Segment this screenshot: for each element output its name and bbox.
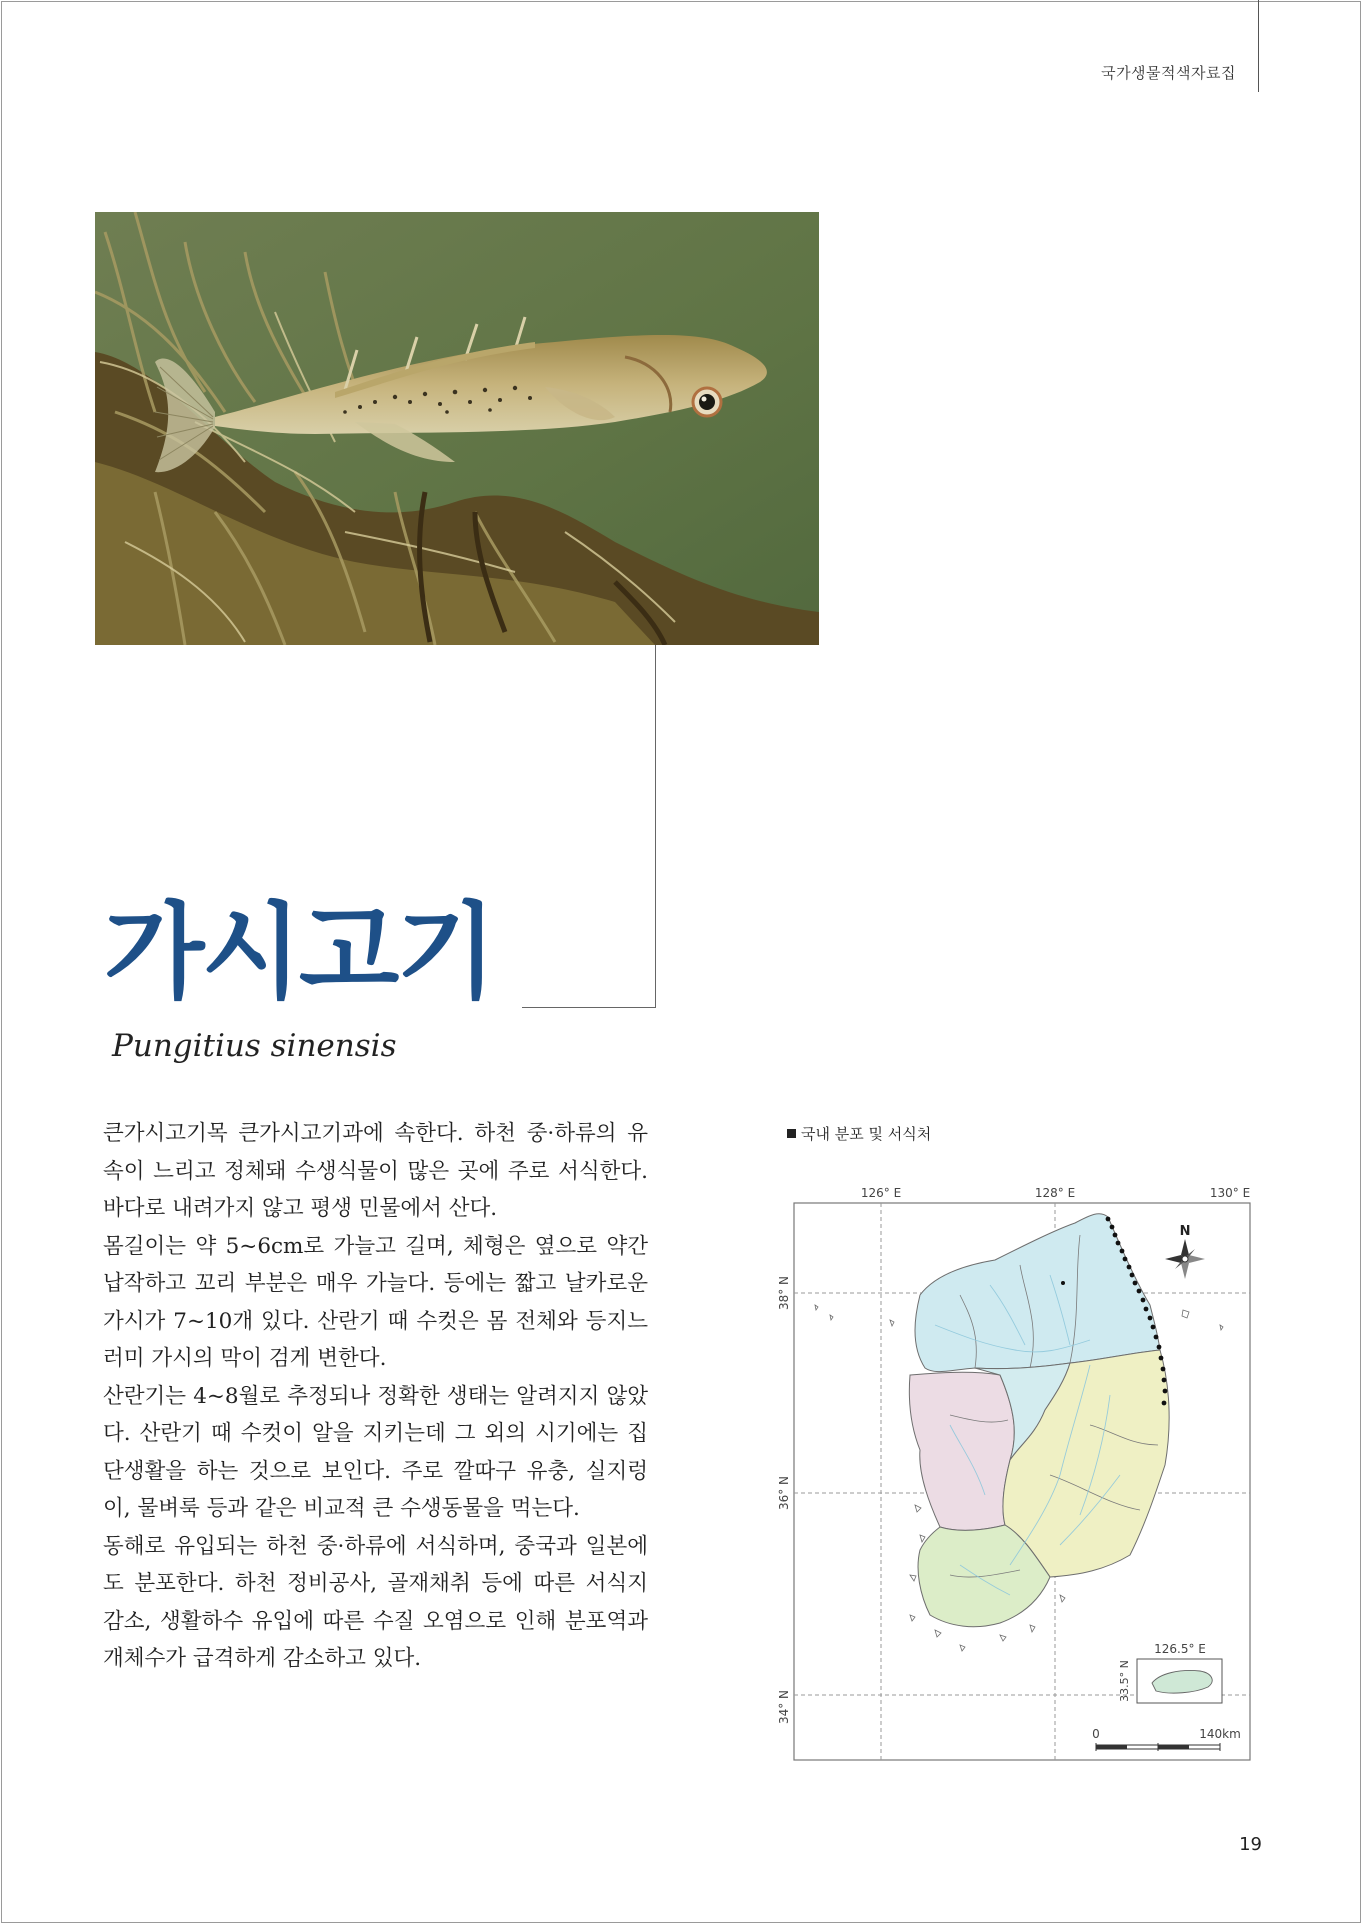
connector-vertical — [655, 645, 656, 1008]
square-bullet-icon — [787, 1129, 796, 1138]
scale-end: 140km — [1199, 1727, 1241, 1741]
description-paragraph: 산란기는 4~8월로 추정되나 정확한 생태는 알려지지 않았다. 산란기 때 수컷이 알을 지키는데 그 외의 시기에는 집단생활을 하는 것으로 보인다. 주로 깔따구 유충, 실지렁이, 물벼룩 등과 같은 비교적 큰 수생동물을 먹는다. — [103, 1383, 648, 1521]
collection-title: 국가생물적색자료집 — [1101, 64, 1236, 82]
map-caption-text: 국내 분포 및 서식처 — [801, 1125, 932, 1143]
scale-start: 0 — [1092, 1727, 1100, 1741]
compass-label: N — [1179, 1224, 1191, 1239]
lon-label: 128° E — [1034, 1186, 1076, 1200]
connector-horizontal — [522, 1007, 656, 1008]
species-korean-name: 가시고기 — [104, 891, 494, 1013]
distribution-map — [760, 1175, 1260, 1765]
description-paragraph: 동해로 유입되는 하천 중·하류에 서식하며, 중국과 일본에도 분포한다. 하천 정비공사, 골재채취 등에 따른 서식지 감소, 생활하수 유입에 따른 수질 오염으로 인해 분포역과 개체수가 급격하게 감소하고 있다. — [103, 1533, 648, 1671]
lat-label: 34° N — [777, 1689, 791, 1725]
description — [103, 1115, 648, 1678]
description-paragraph: 몸길이는 약 5~6cm로 가늘고 길며, 체형은 옆으로 약간 납작하고 꼬리 부분은 매우 가늘다. 등에는 짧고 날카로운 가시가 7~10개 있다. 산란기 때 수컷은 몸 전체와 등지느러미 가시의 막이 검게 변한다. — [103, 1233, 648, 1371]
lat-label: 38° N — [777, 1275, 791, 1311]
description-paragraph: 큰가시고기목 큰가시고기과에 속한다. 하천 중·하류의 유속이 느리고 정체돼 수생식물이 많은 곳에 주로 서식한다. 바다로 내려가지 않고 평생 민물에서 산다. — [103, 1121, 648, 1221]
page-number: 19 — [1239, 1834, 1262, 1855]
lat-label: 36° N — [777, 1475, 791, 1511]
inset-lon-label: 126.5° E — [1154, 1642, 1206, 1656]
header-rule — [1258, 0, 1259, 92]
species-photo — [95, 212, 819, 645]
species-scientific-name: Pungitius sinensis — [112, 1028, 397, 1064]
lon-label: 126° E — [860, 1186, 902, 1200]
map-caption — [787, 1123, 931, 1144]
lon-label: 130° E — [1209, 1186, 1251, 1200]
inset-lat-label: 33.5° N — [1118, 1660, 1131, 1702]
